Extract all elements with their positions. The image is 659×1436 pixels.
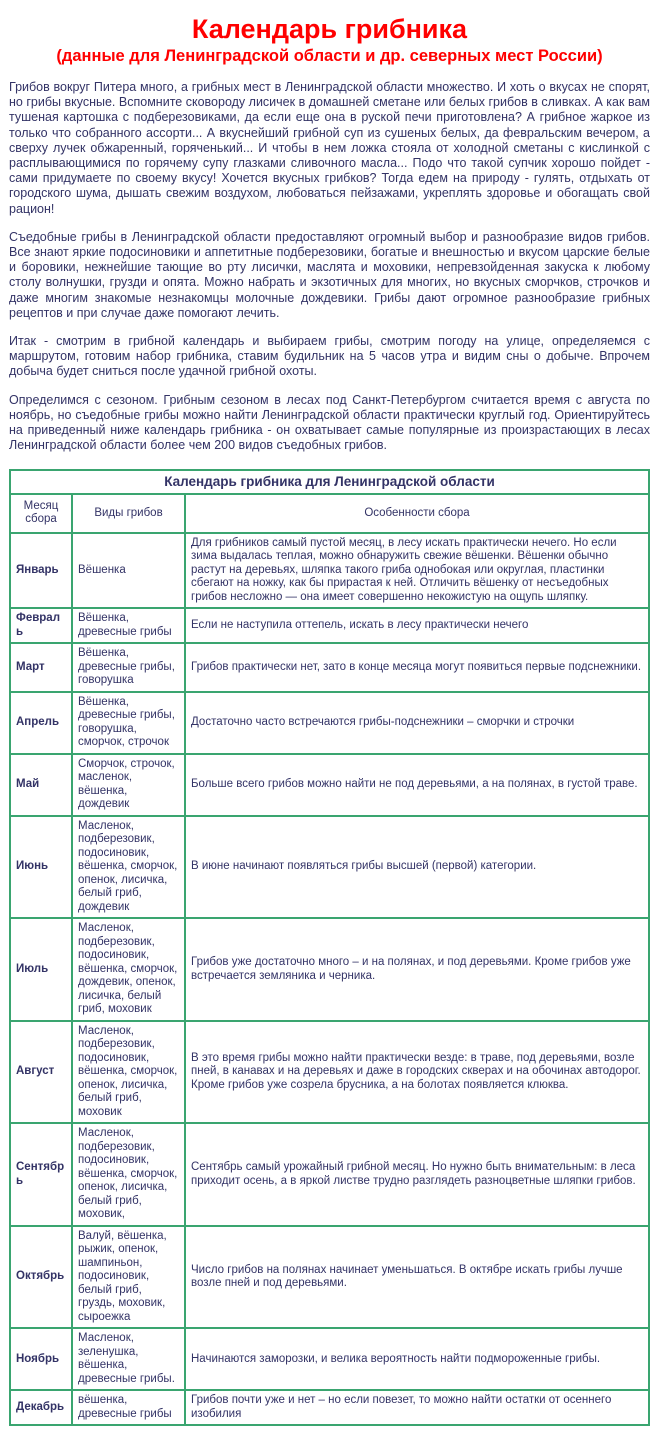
notes-cell: Грибов почти уже и нет – но если повезет, то можно найти остатки от осеннего изобилия (185, 1390, 649, 1425)
table-row-march (10, 643, 649, 692)
month-cell: Апрель (10, 692, 72, 754)
table-row-october (10, 1226, 649, 1329)
table-row-july (10, 918, 649, 1021)
table-row-november (10, 1328, 649, 1390)
mushrooms-cell: Вёшенка, древесные грибы, говорушка (72, 643, 185, 692)
mushrooms-cell: Масленок, подберезовик, подосиновик, вёшенка, сморчок, опенок, лисичка, белый гриб, дождевик (72, 816, 185, 919)
notes-cell: Сентябрь самый урожайный грибной месяц. Но нужно быть внимательным: в леса приходит осень, а в яркой листве трудно разглядеть разноцветные шляпки грибов. (185, 1123, 649, 1226)
table-header-row (10, 494, 649, 533)
table-row-may (10, 754, 649, 816)
table-row-september (10, 1123, 649, 1226)
notes-cell: Число грибов на полянах начинает уменьшаться. В октябре искать грибы лучше возле пней и под деревьями. (185, 1226, 649, 1329)
month-cell: Июль (10, 918, 72, 1021)
mushrooms-cell: Вёшенка (72, 533, 185, 609)
header-kinds: Виды грибов (72, 494, 185, 533)
intro-paragraph-1: Грибов вокруг Питера много, а грибных мест в Ленинградской области множество. И хоть о вкусах не спорят, но грибы вкусные. Вспомните сковороду лисичек в домашней сметане или белых грибов в сливках. А как вам тушеная картошка с подберезовиками, да если еще она в руской печи приготовлена? А грибное жаркое из только что собранного ассорти... А вкуснейший грибной суп из сушеных белых, да февральским вечером, а сверху лучек обжаренный, горяченький... И чтобы в нем ложка стояла от холодной сметаны с кислинкой с расплывающимися по горячему супу глазками сливочного масла... Подо что такой супчик хорошо пойдет - сами придумаете по своему вкусу! Хочется вкусных грибков? Тогда едем на природу - гулять, отдыхать от городского шума, дышать свежим воздухом, любоваться пейзажами, укреплять здоровье и обогащать свой рацион! (9, 80, 650, 216)
month-cell: Июнь (10, 816, 72, 919)
notes-cell: В это время грибы можно найти практически везде: в траве, под деревьями, возле пней, в канавах и на деревьях и даже в городских скверах и на обочинах автодорог. Кроме грибов уже созрела брусника, а на болотах появляется клюква. (185, 1021, 649, 1124)
table-row-june (10, 816, 649, 919)
page-title: Календарь грибника (191, 14, 468, 44)
header-month: Месяц сбора (10, 494, 72, 533)
mushrooms-cell: Вёшенка, древесные грибы, говорушка, сморчок, строчок (72, 692, 185, 754)
month-cell: Март (10, 643, 72, 692)
mushrooms-cell: Сморчок, строчок, масленок, вёшенка, дождевик (72, 754, 185, 816)
table-row-january (10, 533, 649, 609)
mushrooms-cell: вёшенка, древесные грибы (72, 1390, 185, 1425)
table-row-august (10, 1021, 649, 1124)
table-row-april (10, 692, 649, 754)
month-cell: Ноябрь (10, 1328, 72, 1390)
mushrooms-cell: Масленок, зеленушка, вёшенка, древесные грибы. (72, 1328, 185, 1390)
mushrooms-cell: Масленок, подберезовик, подосиновик, вёшенка, сморчок, опенок, лисичка, белый гриб, моховик, (72, 1123, 185, 1226)
notes-cell: Достаточно часто встречаются грибы-подснежники – сморчки и строчки (185, 692, 649, 754)
table-title: Календарь грибника для Ленинградской области (10, 470, 649, 494)
notes-cell: Грибов практически нет, зато в конце месяца могут появиться первые подснежники. (185, 643, 649, 692)
table-row-february (10, 608, 649, 643)
table-title-row (10, 470, 649, 494)
intro-paragraph-2: Съедобные грибы в Ленинградской области предоставляют огромный выбор и разнообразие видов грибов. Все знают яркие подосиновики и аппетитные подберезовики, богатые и внешностью и вкусом царские белые и боровики, нежнейшие тающие во рту лисички, маслята и моховики, непревзойденная закуска к любому столу волнушки, грузди и опята. Можно набрать и экзотичных для многих, но вкусных сморчков, строчков и даже многим знакомые незнакомцы молочные дождевики. Грибы дают огромное разнообразие грибных рецептов и при случае даже помогают лечить. (9, 229, 650, 320)
notes-cell: Грибов уже достаточно много – и на полянах, и под деревьями. Кроме грибов уже встречается земляника и черника. (185, 918, 649, 1021)
intro-paragraph-3: Итак - смотрим в грибной календарь и выбираем грибы, смотрим погоду на улице, определяемся с маршрутом, готовим набор грибника, ставим будильник на 5 часов утра и видим сны о добыче. Впрочем добыча будет сниться после удачной грибной охоты. (9, 334, 650, 379)
month-cell: Май (10, 754, 72, 816)
mushroom-calendar-table (9, 469, 650, 1426)
notes-cell: Для грибников самый пустой месяц, в лесу искать практически нечего. Но если зима выдалась теплая, можно обнаружить свежие вёшенки. Вёшенки обычно растут на деревьях, шляпка такого гриба однобокая или округлая, пластинки сбегают на ножку, как бы прирастая к ней. Отличить вёшенку от несъедобных грибов несложно — она имеет совершенно некожистую на ощупь шляпку. (185, 533, 649, 609)
month-cell: Сентябрь (10, 1123, 72, 1226)
mushrooms-cell: Масленок, подберезовик, подосиновик, вёшенка, сморчок, опенок, лисичка, белый гриб, моховик (72, 1021, 185, 1124)
intro-paragraph-4: Определимся с сезоном. Грибным сезоном в лесах под Санкт-Петербургом считается время с августа по ноябрь, но съедобные грибы можно найти Ленинградской области практически круглый год. Ориентируйтесь на приведенный ниже календарь грибника - он охватывает самые популярные из произрастающих в лесах Ленинградской области более чем 200 видов съедобных грибов. (9, 392, 650, 453)
page-subtitle: (данные для Ленинградской области и др. северных мест России) (56, 47, 603, 65)
month-cell: Август (10, 1021, 72, 1124)
mushrooms-cell: Масленок, подберезовик, подосиновик, вёшенка, сморчок, дождевик, опенок, лисичка, белый гриб, моховик (72, 918, 185, 1021)
notes-cell: Больше всего грибов можно найти не под деревьями, а на полянах, в густой траве. (185, 754, 649, 816)
notes-cell: Начинаются заморозки, и велика вероятность найти подмороженные грибы. (185, 1328, 649, 1390)
header-notes: Особенности сбора (185, 494, 649, 533)
month-cell: Февраль (10, 608, 72, 643)
month-cell: Октябрь (10, 1226, 72, 1329)
mushrooms-cell: Вёшенка, древесные грибы (72, 608, 185, 643)
notes-cell: В июне начинают появляться грибы высшей (первой) категории. (185, 816, 649, 919)
notes-cell: Если не наступила оттепель, искать в лесу практически нечего (185, 608, 649, 643)
mushrooms-cell: Валуй, вёшенка, рыжик, опенок, шампиньон, подосиновик, белый гриб, груздь, моховик, сыроежка (72, 1226, 185, 1329)
month-cell: Январь (10, 533, 72, 609)
month-cell: Декабрь (10, 1390, 72, 1425)
table-row-december (10, 1390, 649, 1425)
